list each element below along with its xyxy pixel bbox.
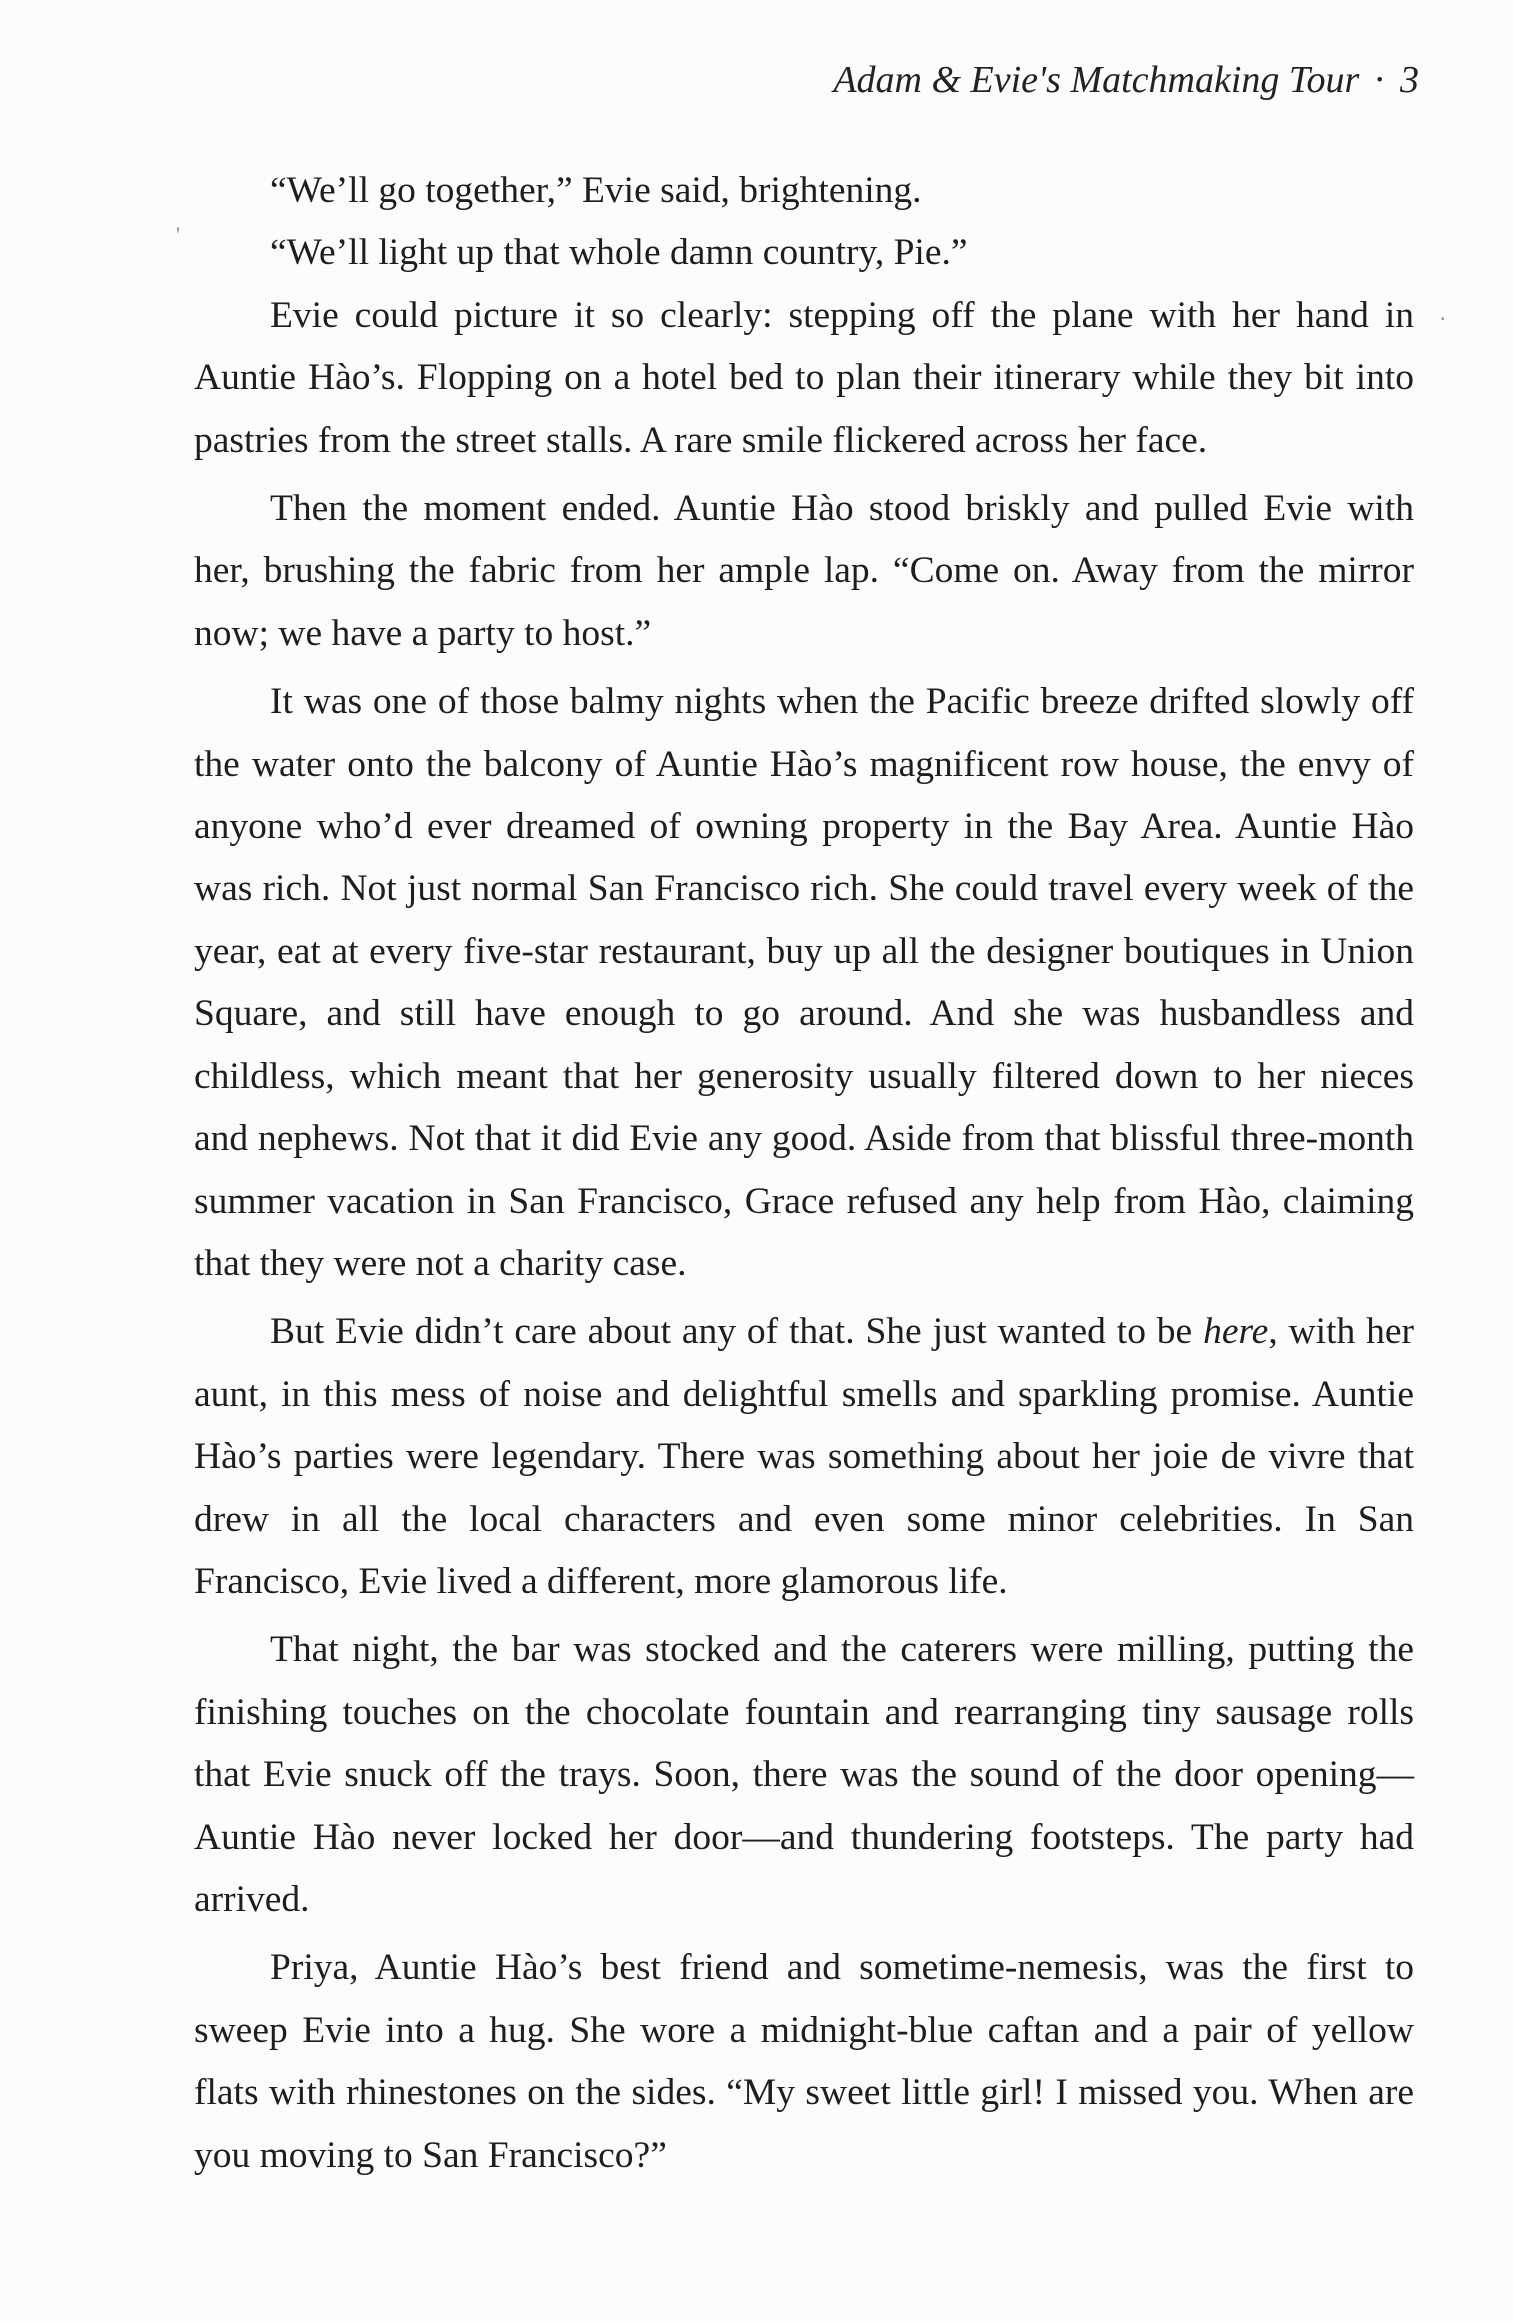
paragraph-6: But Evie didn’t care about any of that. She just wanted to be here, with her aunt, in this mess of noise and delightful smells and sparkling promise. Auntie Hào’s parties were legendary. There was something about her joie de vivre that drew in all the local characters and even some minor celebrities. In San Francisco, Evie lived a different, more glamorous life. [194,1311,1414,1602]
paragraph-8: Priya, Auntie Hào’s best friend and sometime-nemesis, was the first to sweep Evie into a hug. She wore a midnight-blue caftan and a pair of yellow flats with rhinestones on the sides. “My sweet little girl! I missed you. When are you moving to San Francisco?” [194,1947,1414,2176]
paragraph-1: “We’ll go together,” Evie said, brightening. [270,170,922,211]
page-number: 3 [1400,59,1419,101]
running-header [833,58,1419,102]
header-separator: · [1373,59,1386,101]
scan-mark-left: ' [176,222,180,247]
emphasis-here: here [1203,1311,1269,1353]
body-text [194,160,1414,2187]
paragraph-5: It was one of those balmy nights when the Pacific breeze drifted slowly off the water onto the balcony of Auntie Hào’s magnificent row house, the envy of anyone who’d ever dreamed of owning property in the Bay Area. Auntie Hào was rich. Not just normal San Francisco rich. She could travel every week of the year, eat at every five-star restaurant, buy up all the designer boutiques in Union Square, and still have enough to go around. And she was husbandless and childless, which meant that her generosity usually filtered down to her nieces and nephews. Not that it did Evie any good. Aside from that blissful three-month summer vacation in San Francisco, Grace refused any help from Hào, claiming that they were not a charity case. [194,681,1414,1284]
paragraph-3: Evie could picture it so clearly: stepping off the plane with her hand in Auntie Hào’s. Flopping on a hotel bed to plan their itinerary while they bit into pastries from the street stalls. A rare smile flickered across her face. [194,294,1414,461]
paragraph-7: That night, the bar was stocked and the caterers were milling, putting the finishing touches on the chocolate fountain and rearranging tiny sausage rolls that Evie snuck off the trays. Soon, there was the sound of the door opening—Auntie Hào never locked her door—and thundering footsteps. The party had arrived. [194,1629,1414,1920]
book-title: Adam & Evie's Matchmaking Tour [833,59,1360,101]
paragraph-4: Then the moment ended. Auntie Hào stood briskly and pulled Evie with her, brushing the fabric from her ample lap. “Come on. Away from the mirror now; we have a party to host.” [194,488,1414,654]
paragraph-2: “We’ll light up that whole damn country, Pie.” [270,232,968,274]
scan-mark-right: . [1440,300,1446,325]
